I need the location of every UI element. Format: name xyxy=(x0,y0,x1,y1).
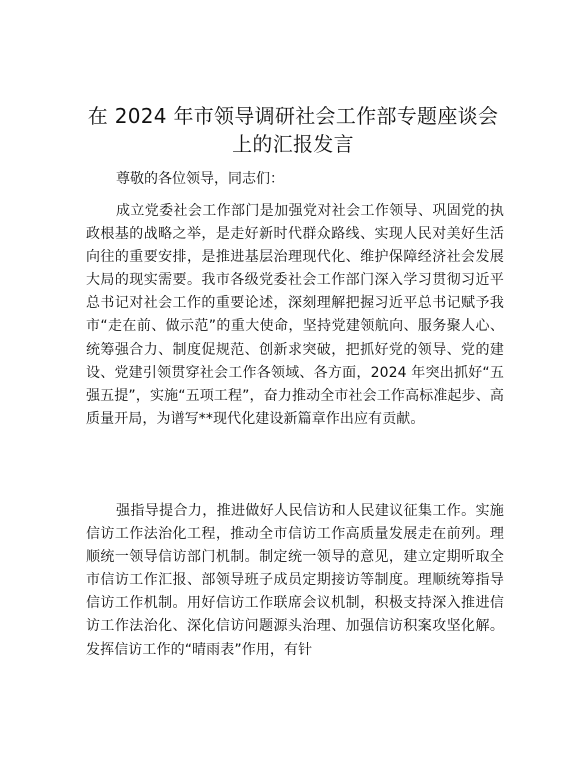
paragraph-2: 强指导提合力，推进做好人民信访和人民建议征集工作。实施信访工作法治化工程，推动全市信访工作高质量发展走在前列。理顺统一领导信访部门机制。制定统一领导的意见，建立定期听取全市信访工作汇报、部领导班子成员定期接访等制度。理顺统筹指导信访工作机制。用好信访工作联席会议机制，积极支持深入推进信访工作法治化、深化信访问题源头治理、加强信访积案攻坚化解。发挥信访工作的“晴雨表”作用，有针 xyxy=(86,503,504,658)
greeting: 尊敬的各位领导，同志们： xyxy=(116,171,284,187)
paragraph-1: 成立党委社会工作部门是加强党对社会工作领导、巩固党的执政根基的战略之举，是走好新时代群众路线、实现人民对美好生活向往的重要安排，是推进基层治理现代化、维护保障经济社会发展大局的现实需要。我市各级党委社会工作部门深入学习贯彻习近平总书记对社会工作的重要论述，深刻理解把握习近平总书记赋予我市“走在前、做示范”的重大使命，坚持党建领航向、服务聚人心、统筹强合力、制度促规范、创新求突破，把抓好党的领导、党的建设、党建引领贯穿社会工作各领域、各方面，2024 年突出抓好“五强五提”，实施“五项工程”，奋力推动全市社会工作高标准起步、高质量开局，为谱写**现代化建设新篇章作出应有贡献。 xyxy=(86,203,504,427)
document-title: 在 2024 年市领导调研社会工作部专题座谈会上的汇报发言 xyxy=(87,104,499,156)
